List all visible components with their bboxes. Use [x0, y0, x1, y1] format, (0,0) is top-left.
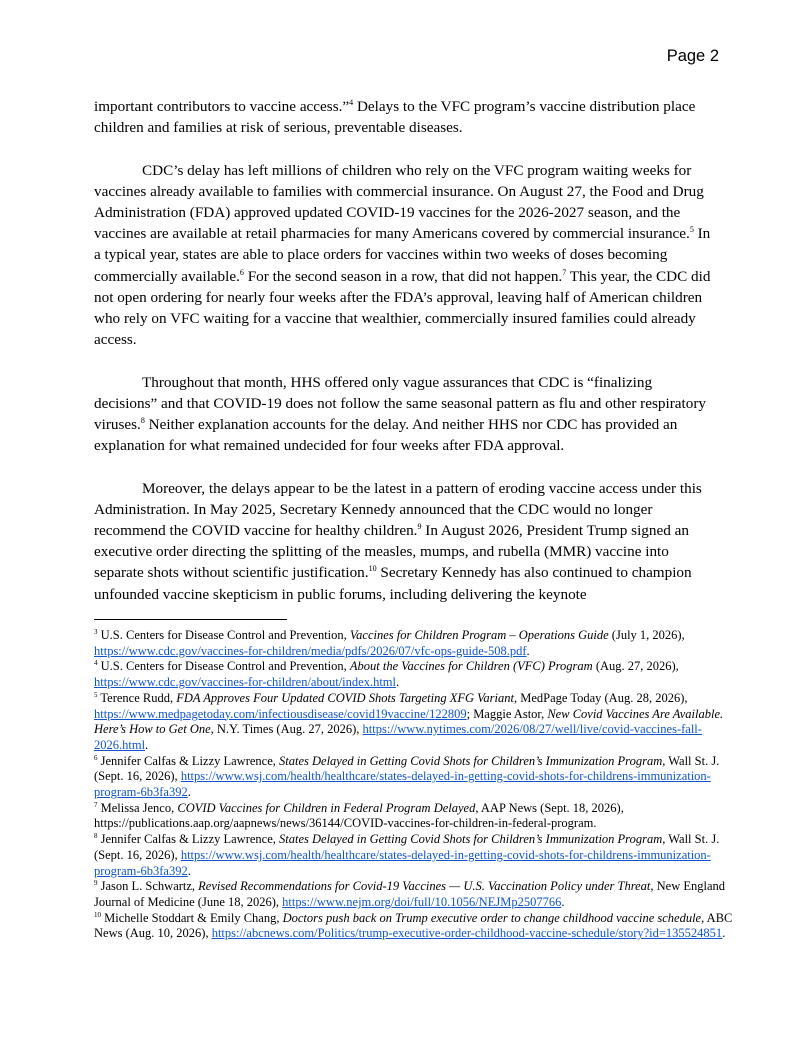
footnote-ref: 8 [140, 416, 145, 426]
text-run: In August 2026, President Trump signed an executive order directing the splitting of the measles, mumps, and rubella (MMR) vaccine into separate shots without scientific justification. [94, 522, 689, 582]
footnotes [94, 628, 734, 942]
body-paragraph [94, 478, 714, 605]
text-run: . [722, 926, 726, 941]
footnote-ref: 9 [94, 879, 98, 888]
body-paragraph [94, 160, 714, 351]
body-paragraph [94, 96, 714, 138]
footnote-ref: 9 [417, 522, 422, 532]
text-run: Terence Rudd, [97, 690, 177, 705]
citation-link[interactable]: https://www.wsj.com/health/healthcare/states-delayed-in-getting-covid-shots-for-childrens-immunization-program-6b3fa392 [94, 847, 711, 878]
text-run: This year, the CDC did not open ordering for nearly four weeks after the FDA’s approval, leaving half of American children who rely on VFC waiting for a vaccine that wealthier, commercially insured families could already access. [94, 267, 711, 349]
footnote [94, 801, 734, 832]
footnote-ref: 10 [94, 910, 101, 919]
citation-link[interactable]: https://www.nejm.org/doi/full/10.1056/NEJMp2507766 [282, 894, 562, 909]
footnote-ref: 4 [349, 98, 354, 107]
text-run: Throughout that month, HHS offered only vague assurances that CDC is “finalizing decisions” and that COVID-19 does not follow the same seasonal pattern as flu and other respiratory viruses. [94, 373, 706, 434]
text-run: Moreover, the delays appear to be the latest in a pattern of eroding vaccine access under this Administration. In May 2025, Secretary Kennedy announced that the CDC would no longer recommend the COVID vaccine for healthy children. [94, 479, 702, 540]
text-run: CDC’s delay has left millions of children who rely on the VFC program waiting weeks for vaccines already available to families with commercial insurance. On August 27, the Food and Drug Administration (FDA) approved updated COVID-19 vaccines for the 2026-2027 season, and the vaccines are available at retail pharmacies for many Americans covered by commercial insurance. [94, 161, 704, 243]
footnote-ref: 4 [94, 659, 98, 668]
citation-link[interactable]: https://www.wsj.com/health/healthcare/states-delayed-in-getting-covid-shots-for-childrens-immunization-program-6b3fa392 [94, 769, 711, 800]
text-run: , Wall St. J. (Sept. 16, 2026), [94, 832, 720, 862]
citation-title: States Delayed in Getting Covid Shots for Children’s Immunization Program [279, 753, 663, 768]
footnote [94, 659, 734, 690]
text-run: (Aug. 27, 2026), [592, 659, 679, 674]
text-run: In a typical year, states are able to place orders for vaccines within two weeks of doses becoming commercially available. [94, 225, 711, 285]
citation-title: FDA Approves Four Updated COVID Shots Targeting XFG Variant [176, 690, 514, 705]
footnote-ref: 10 [368, 564, 377, 574]
text-run: Melissa Jenco, [97, 800, 178, 815]
text-run: Jennifer Calfas & Lizzy Lawrence, [97, 753, 280, 768]
text-run: , MedPage Today (Aug. 28, 2026), [513, 690, 688, 705]
footnote-ref: 6 [239, 267, 244, 277]
text-run: Neither explanation accounts for the delay. And neither HHS nor CDC has provided an explanation for what remained undecided for four weeks after FDA approval. [94, 416, 678, 455]
citation-title: New Covid Vaccines Are Available. Here’s How to Get One [94, 706, 724, 737]
text-run: Secretary Kennedy has also continued to champion unfounded vaccine skepticism in public forums, including delivering the keynote [94, 564, 692, 603]
text-run: . [395, 675, 400, 690]
footnote-ref: 5 [689, 225, 694, 235]
footnote-ref: 8 [94, 832, 98, 841]
text-run: important contributors to vaccine access.” [94, 98, 350, 115]
text-run: , New England Journal of Medicine (June 18, 2026), [94, 879, 726, 909]
footnote-ref: 7 [94, 800, 98, 809]
footnote [94, 691, 734, 754]
citation-title: About the Vaccines for Children (VFC) Program [349, 659, 593, 674]
citation-link[interactable]: https://abcnews.com/Politics/trump-executive-order-childhood-vaccine-schedule/story?id=135524851 [211, 926, 723, 941]
page-number: Page 2 [666, 47, 719, 65]
footnote-ref: 3 [94, 628, 98, 636]
text-run: ; Maggie Astor, [466, 706, 548, 721]
text-run: . [187, 863, 191, 878]
text-run: For the second season in a row, that did not happen. [243, 267, 563, 285]
footnote [94, 628, 734, 659]
text-run: , AAP News (Sept. 18, 2026), https://publications.aap.org/aapnews/news/36144/COVID-vaccines-for-children-in-federal-program. [94, 800, 624, 831]
citation-title: States Delayed in Getting Covid Shots for Children’s Immunization Program [279, 832, 663, 847]
text-run: Michelle Stoddart & Emily Chang, [101, 910, 283, 925]
footnote-ref: 7 [562, 267, 567, 277]
citation-title: Doctors push back on Trump executive order to change childhood vaccine schedule [282, 910, 702, 925]
footnote-separator [94, 619, 287, 620]
footnote [94, 832, 734, 879]
body-paragraph [94, 372, 714, 457]
citation-title: COVID Vaccines for Children in Federal Program Delayed [177, 800, 476, 815]
body-text [94, 96, 714, 626]
text-run: . [561, 894, 565, 909]
citation-link[interactable]: https://www.cdc.gov/vaccines-for-children/about/index.html [94, 675, 396, 690]
text-run: U.S. Centers for Disease Control and Prevention, [97, 659, 350, 674]
text-run: Jennifer Calfas & Lizzy Lawrence, [97, 832, 280, 847]
text-run: , ABC News (Aug. 10, 2026), [94, 910, 733, 941]
text-run: U.S. Centers for Disease Control and Prevention, [97, 628, 350, 642]
text-run: Jason L. Schwartz, [97, 879, 199, 894]
citation-link[interactable]: https://www.medpagetoday.com/infectiousdisease/covid19vaccine/122809 [94, 706, 467, 721]
footnote [94, 754, 734, 801]
text-run: , Wall St. J. (Sept. 16, 2026), [94, 753, 720, 784]
text-run: (July 1, 2026), [608, 628, 685, 642]
citation-title: Revised Recommendations for Covid-19 Vaccines — U.S. Vaccination Policy under Threat [198, 879, 651, 894]
text-run: , N.Y. Times (Aug. 27, 2026), [210, 722, 363, 737]
citation-link[interactable]: https://www.cdc.gov/vaccines-for-children/media/pdfs/2026/07/vfc-ops-guide-508.pdf [94, 643, 527, 658]
footnote-ref: 5 [94, 690, 98, 699]
citation-link[interactable]: https://www.nytimes.com/2026/08/27/well/live/covid-vaccines-fall-2026.html [94, 722, 702, 752]
footnote-ref: 6 [94, 753, 98, 762]
text-run: . [187, 785, 191, 800]
text-run: Delays to the VFC program’s vaccine distribution place children and families at risk of serious, preventable diseases. [94, 98, 696, 137]
footnote [94, 911, 734, 942]
footnote [94, 879, 734, 910]
text-run: . [526, 643, 530, 658]
citation-title: Vaccines for Children Program – Operations Guide [349, 628, 609, 642]
text-run: . [145, 737, 149, 752]
